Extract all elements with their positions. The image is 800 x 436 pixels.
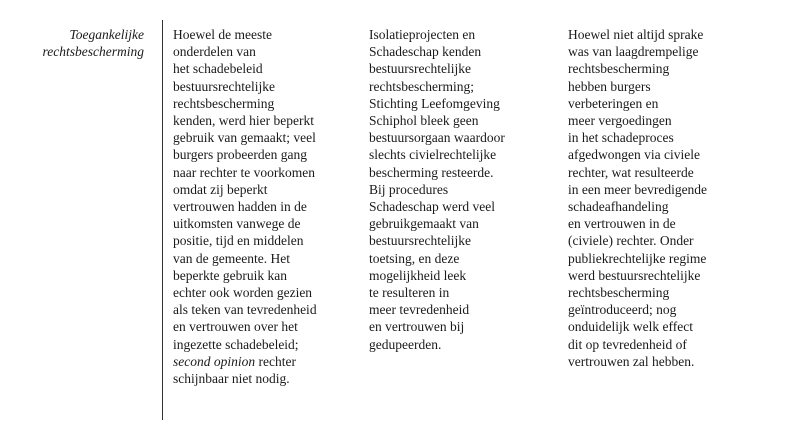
text-fragment: rechter <box>255 353 296 369</box>
text-line: publiekrechtelijke regime <box>568 250 707 266</box>
text-line: Schadeschap werd veel <box>369 199 495 215</box>
text-line: en vertrouwen over het <box>173 319 298 335</box>
text-line: van de gemeente. Het <box>173 250 290 266</box>
column-3 <box>568 26 768 370</box>
text-line: werd bestuursrechtelijke <box>568 267 701 283</box>
text-line: onduidelijk welk effect <box>568 319 693 335</box>
text-line: meer tevredenheid <box>369 302 470 318</box>
text-line: was van laagdrempelige <box>568 44 699 60</box>
column-divider <box>162 20 163 420</box>
text-line: bestuursorgaan waardoor <box>369 130 505 146</box>
text-line: Isolatieprojecten en <box>369 27 476 42</box>
text-line: rechtsbescherming <box>568 61 670 77</box>
column-2 <box>369 26 549 353</box>
text-line: in een meer bevredigende <box>568 181 708 197</box>
text-line: vertrouwen hadden in de <box>173 199 307 215</box>
text-line: in het schadeproces <box>568 130 674 146</box>
text-line: het schadebeleid <box>173 61 263 77</box>
text-line: vertrouwen zal hebben. <box>568 353 695 369</box>
row-label-line: rechtsbescherming <box>42 44 144 59</box>
text-line: en vertrouwen in de <box>568 216 676 232</box>
text-line: Hoewel de meeste <box>173 27 272 42</box>
text-line: afgedwongen via civiele <box>568 147 700 163</box>
text-line: schijnbaar niet nodig. <box>173 371 290 387</box>
text-line: te resulteren in <box>369 285 450 301</box>
text-line: naar rechter te voorkomen <box>173 164 316 180</box>
text-line: Bij procedures <box>369 181 449 197</box>
text-line: rechtsbescherming <box>568 285 670 301</box>
text-line: echter ook worden gezien <box>173 285 313 301</box>
text-line: rechter, wat resulteerde <box>568 164 694 180</box>
text-line: burgers probeerden gang <box>173 147 307 163</box>
text-line: bestuursrechtelijke <box>369 233 471 249</box>
row-label-line: Toegankelijke <box>69 27 144 42</box>
text-line: dit op tevredenheid of <box>568 336 687 352</box>
text-line: verbeteringen en <box>568 95 659 111</box>
text-line: uitkomsten vanwege de <box>173 216 301 232</box>
column-1 <box>173 26 358 387</box>
text-line: meer vergoedingen <box>568 113 672 129</box>
text-line: bescherming resteerde. <box>369 164 494 180</box>
text-line: rechtsbescherming; <box>369 78 474 94</box>
text-line: gebruik van gemaakt; veel <box>173 130 316 146</box>
text-line: Schadeschap kenden <box>369 44 482 60</box>
text-line: Stichting Leefomgeving <box>369 95 500 111</box>
text-line: slechts civielrechtelijke <box>369 147 497 163</box>
italic-term: second opinion <box>173 353 256 369</box>
text-line: geïntroduceerd; nog <box>568 302 677 318</box>
text-line: bestuursrechtelijke <box>369 61 471 77</box>
text-line: mogelijkheid leek <box>369 267 467 283</box>
text-line: omdat zij beperkt <box>173 181 268 197</box>
text-line: bestuursrechtelijke <box>173 78 275 94</box>
text-line: kenden, werd hier beperkt <box>173 113 314 129</box>
text-line: hebben burgers <box>568 78 651 94</box>
text-line: (civiele) rechter. Onder <box>568 233 694 249</box>
text-line: rechtsbescherming <box>173 95 275 111</box>
text-line: Schiphol bleek geen <box>369 113 479 129</box>
text-line-mixed <box>173 353 358 370</box>
text-line: gebruikgemaakt van <box>369 216 479 232</box>
text-line: gedupeerden. <box>369 336 442 352</box>
row-label <box>6 26 144 60</box>
text-line: onderdelen van <box>173 44 256 60</box>
text-line: als teken van tevredenheid <box>173 302 317 318</box>
text-line: positie, tijd en middelen <box>173 233 304 249</box>
text-line: schadeafhandeling <box>568 199 669 215</box>
text-line: toetsing, en deze <box>369 250 460 266</box>
text-line: ingezette schadebeleid; <box>173 336 299 352</box>
text-line: beperkte gebruik kan <box>173 267 287 283</box>
text-line: en vertrouwen bij <box>369 319 465 335</box>
text-line: Hoewel niet altijd sprake <box>568 27 704 42</box>
